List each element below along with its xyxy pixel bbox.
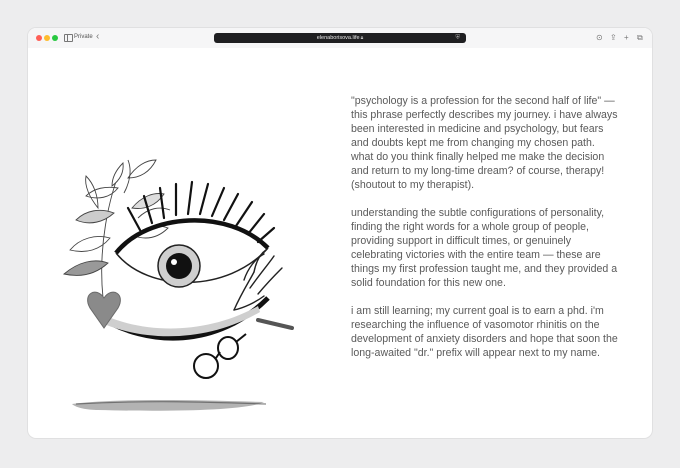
- share-icon[interactable]: ⇪: [610, 33, 617, 42]
- minimize-window-button[interactable]: [44, 35, 50, 41]
- glasses-drawing: [194, 334, 246, 378]
- upper-lid-stroke: [116, 220, 268, 253]
- page-content: [28, 48, 652, 438]
- article-paragraph-1: "psychology is a profession for the second half of life" — this phrase perfectly describes my journey. i have always been interested in medicine and psychology, but fears and doubts kept me from changing my chosen path. what do you think finally helped me make the decision and return to my long-time dream? of course, therapy! (shoutout to my therapist).: [351, 95, 618, 191]
- browser-window: [28, 28, 652, 438]
- hand-drawing: [234, 250, 282, 310]
- url-text: elenaborisova.life: [316, 35, 360, 41]
- sidebar-icon[interactable]: [64, 34, 73, 42]
- chevron-left-icon[interactable]: ‹: [96, 31, 100, 42]
- new-tab-plus-icon[interactable]: +: [624, 33, 629, 42]
- lock-icon: 🔒︎: [360, 35, 364, 41]
- address-bar[interactable]: [214, 33, 466, 43]
- download-icon[interactable]: ⊙: [596, 33, 603, 42]
- eye-illustration: [28, 48, 328, 438]
- browser-toolbar: [28, 28, 652, 48]
- stick-drawing: [258, 320, 292, 328]
- private-mode-label: Private: [74, 34, 93, 40]
- article-paragraph-2: understanding the subtle configurations of personality, finding the right words for a whole group of people, providing support in difficult times, or genuinely celebrating victories with the entire team — these are things my first profession taught me, and they provided a solid foundation for this new one.: [351, 207, 618, 289]
- tabs-overview-icon[interactable]: ⧉: [637, 33, 643, 42]
- shield-icon[interactable]: ⛨: [455, 35, 460, 41]
- article-text: [351, 94, 619, 374]
- article-paragraph-3: i am still learning; my current goal is to earn a phd. i'm researching the influence of vasomotor rhinitis on the development of anxiety disorders and hope that soon the long-awaited "dr." prefix will appear next to my name.: [351, 305, 618, 359]
- pupil-highlight: [171, 259, 177, 265]
- maximize-window-button[interactable]: [52, 35, 58, 41]
- close-window-button[interactable]: [36, 35, 42, 41]
- pupil: [166, 253, 192, 279]
